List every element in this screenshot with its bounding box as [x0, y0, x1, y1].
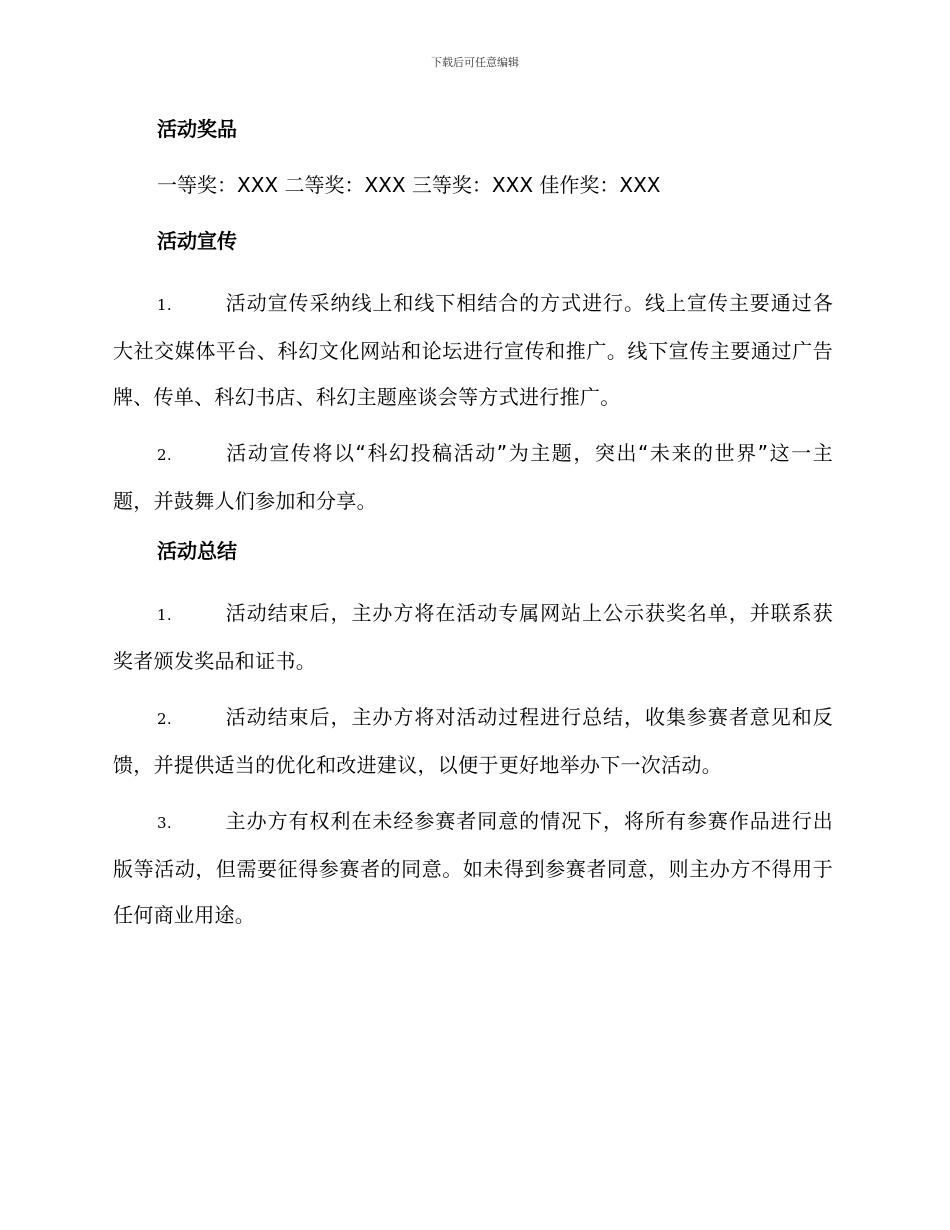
section-prizes — [113, 112, 833, 202]
section-heading-promotion: 活动宣传 — [157, 229, 237, 253]
list-item-text: 活动宣传将以“科幻投稿活动”为主题，突出“未来的世界”这一主题，并鼓舞人们参加和分享。 — [113, 441, 833, 513]
summary-item-3 — [113, 798, 833, 938]
section-promotion — [113, 224, 833, 524]
list-number: 3. — [157, 814, 172, 832]
section-summary — [113, 534, 833, 938]
promotion-item-2 — [113, 430, 833, 524]
page-header-note: 下载后可任意编辑 — [431, 56, 519, 69]
list-number: 1. — [157, 606, 172, 624]
section-heading-summary: 活动总结 — [157, 539, 237, 563]
list-item-text: 主办方有权利在未经参赛者同意的情况下，将所有参赛作品进行出版等活动，但需要征得参赛者的同意。如未得到参赛者同意，则主办方不得用于任何商业用途。 — [113, 809, 833, 927]
summary-item-1 — [113, 590, 833, 684]
list-number: 2. — [157, 710, 172, 728]
section-heading-prizes: 活动奖品 — [157, 117, 237, 141]
summary-item-2 — [113, 694, 833, 788]
list-item-text: 活动结束后，主办方将在活动专属网站上公示获奖名单，并联系获奖者颁发奖品和证书。 — [113, 601, 833, 673]
list-item-text: 活动结束后，主办方将对活动过程进行总结，收集参赛者意见和反馈，并提供适当的优化和改进建议，以便于更好地举办下一次活动。 — [113, 705, 833, 777]
document-body — [113, 112, 833, 948]
list-number: 2. — [157, 446, 172, 464]
list-number: 1. — [157, 296, 172, 314]
list-item-text: 活动宣传采纳线上和线下相结合的方式进行。线上宣传主要通过各大社交媒体平台、科幻文化网站和论坛进行宣传和推广。线下宣传主要通过广告牌、传单、科幻书店、科幻主题座谈会等方式进行推广。 — [113, 291, 833, 409]
promotion-item-1 — [113, 280, 833, 420]
prizes-line: 一等奖：XXX 二等奖：XXX 三等奖：XXX 佳作奖：XXX — [157, 173, 661, 197]
